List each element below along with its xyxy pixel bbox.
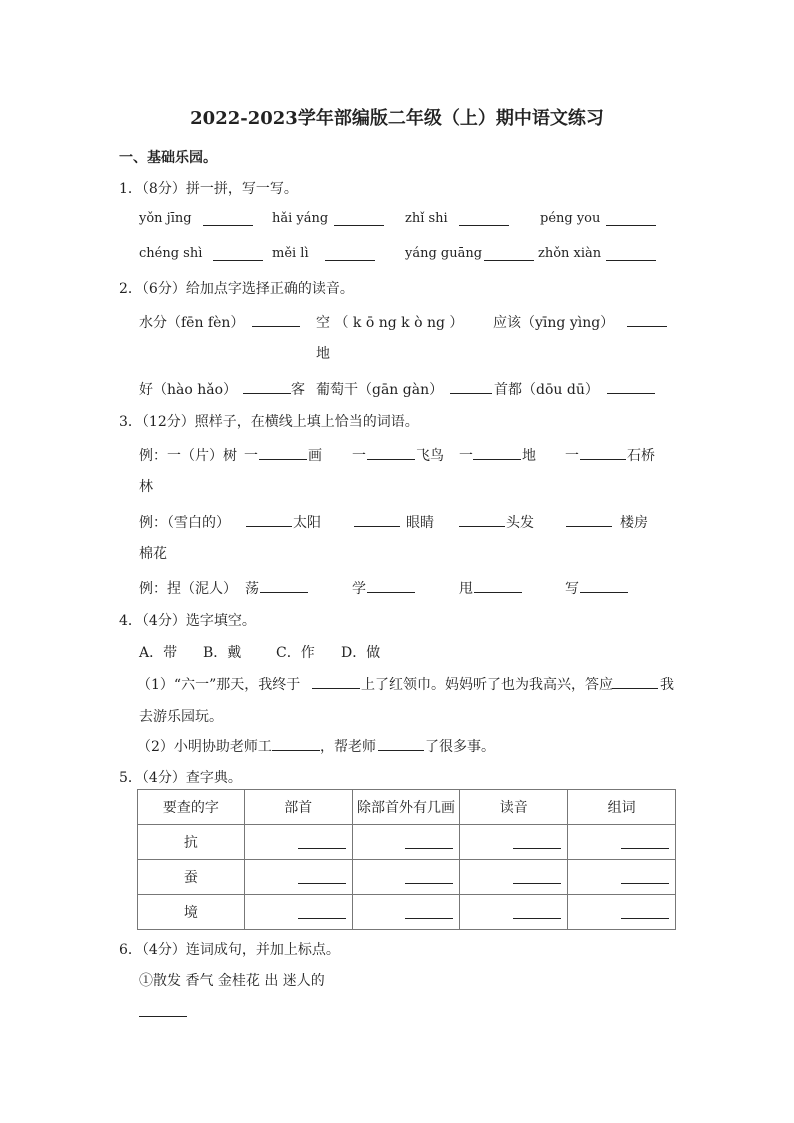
- reading-item-shuifen: 水分（fēn fèn）: [139, 315, 245, 331]
- scrambled-words-1: ①散发 香气 金桂花 出 迷人的: [139, 973, 325, 989]
- answer-blank[interactable]: [606, 246, 656, 261]
- pinyin-5: chéng shì: [139, 246, 203, 261]
- question-4-stem: 4．（4分）选字填空。: [119, 613, 256, 629]
- answer-blank[interactable]: [325, 246, 375, 261]
- sentence-1-part-c: 我: [660, 677, 674, 693]
- answer-blank[interactable]: [203, 211, 253, 226]
- answer-blank[interactable]: [367, 445, 415, 460]
- option-c: C．作: [276, 645, 315, 661]
- answer-blank[interactable]: [473, 445, 521, 460]
- answer-blank[interactable]: [272, 736, 320, 751]
- answer-blank[interactable]: [378, 736, 424, 751]
- answer-cell[interactable]: [568, 895, 676, 930]
- answer-blank[interactable]: [298, 904, 346, 919]
- column-header: 读音: [460, 790, 568, 825]
- answer-blank[interactable]: [312, 674, 360, 689]
- lookup-char: 蚕: [138, 860, 245, 895]
- sentence-1-part-a: （1）“六一”那天，我终于: [137, 677, 301, 693]
- answer-blank[interactable]: [513, 904, 561, 919]
- lookup-char: 抗: [138, 825, 245, 860]
- answer-blank[interactable]: [334, 211, 384, 226]
- lookup-char: 境: [138, 895, 245, 930]
- answer-blank[interactable]: [484, 246, 534, 261]
- answer-cell[interactable]: [568, 825, 676, 860]
- answer-blank[interactable]: [246, 512, 292, 527]
- pinyin-1: yǒn jīng: [139, 211, 192, 226]
- answer-blank[interactable]: [405, 834, 453, 849]
- reading-item-kongdi-tail: 地: [316, 346, 330, 362]
- example-label: 例：一（片）树: [139, 448, 237, 464]
- noun-wrap: 棉花: [139, 546, 167, 562]
- answer-cell[interactable]: [244, 825, 352, 860]
- sentence-2-part-a: （2）小明协助老师工: [137, 739, 272, 755]
- answer-cell[interactable]: [460, 895, 568, 930]
- answer-cell[interactable]: [244, 895, 352, 930]
- sentence-1-part-b: 上了红领巾。妈妈听了也为我高兴，答应: [361, 677, 613, 693]
- table-row: [138, 825, 676, 860]
- answer-cell[interactable]: [352, 860, 460, 895]
- reading-item-kongdi: 空 （ k ō ng k ò ng ）: [316, 315, 464, 331]
- table-row: [138, 860, 676, 895]
- column-header: 组词: [568, 790, 676, 825]
- answer-blank[interactable]: [354, 512, 400, 527]
- measure-word: 一: [459, 448, 473, 464]
- pinyin-7: yáng guāng: [405, 246, 483, 261]
- page-title: 2022-2023学年部编版二年级（上）期中语文练习: [190, 108, 604, 129]
- question-3-stem: 3．（12分）照样子，在横线上填上恰当的词语。: [119, 414, 419, 430]
- pinyin-8: zhǒn xiàn: [538, 246, 602, 261]
- answer-blank[interactable]: [213, 246, 263, 261]
- answer-blank[interactable]: [450, 379, 492, 394]
- noun: 画: [308, 448, 322, 464]
- question-2-stem: 2．（6分）给加点字选择正确的读音。: [119, 281, 354, 297]
- answer-blank[interactable]: [580, 578, 628, 593]
- example-label: 例：（雪白的）: [139, 515, 230, 531]
- question-1-stem: 1．（8分）拼一拼，写一写。: [119, 181, 298, 197]
- answer-blank[interactable]: [259, 445, 307, 460]
- section-heading: 一、基础乐园。: [119, 150, 217, 166]
- answer-blank[interactable]: [405, 869, 453, 884]
- answer-blank[interactable]: [612, 674, 658, 689]
- pinyin-4: péng you: [540, 211, 601, 226]
- answer-blank[interactable]: [513, 869, 561, 884]
- noun: 头发: [506, 515, 534, 531]
- answer-blank[interactable]: [580, 445, 626, 460]
- pinyin-3: zhǐ shi: [405, 211, 448, 226]
- question-5-stem: 5．（4分）查字典。: [119, 770, 242, 786]
- option-a: A．带: [139, 645, 178, 661]
- reading-item-putaogan: 葡萄干（gān gàn）: [316, 382, 444, 398]
- noun: 飞鸟: [416, 448, 444, 464]
- noun: 楼房: [620, 515, 648, 531]
- answer-cell[interactable]: [352, 825, 460, 860]
- noun: 眼睛: [406, 515, 434, 531]
- answer-blank[interactable]: [474, 578, 522, 593]
- answer-cell[interactable]: [460, 860, 568, 895]
- answer-blank[interactable]: [607, 379, 655, 394]
- answer-blank[interactable]: [298, 869, 346, 884]
- noun-wrap: 林: [139, 479, 153, 495]
- sentence-1-wrap: 去游乐园玩。: [139, 709, 223, 725]
- noun: 地: [522, 448, 536, 464]
- answer-blank[interactable]: [621, 904, 669, 919]
- answer-blank[interactable]: [621, 834, 669, 849]
- answer-blank[interactable]: [621, 869, 669, 884]
- reading-item-yinggai: 应该（yīng yìng）: [493, 315, 615, 331]
- reading-item-shoudu: 首都（dōu dū）: [494, 382, 599, 398]
- answer-blank[interactable]: [513, 834, 561, 849]
- sentence-2-part-c: 了很多事。: [425, 739, 495, 755]
- answer-blank[interactable]: [405, 904, 453, 919]
- example-label: 例：捏（泥人）: [139, 581, 237, 597]
- column-header: 部首: [244, 790, 352, 825]
- noun: 太阳: [293, 515, 321, 531]
- answer-cell[interactable]: [352, 895, 460, 930]
- measure-word: 一: [565, 448, 579, 464]
- verb: 荡: [245, 581, 259, 597]
- answer-blank[interactable]: [367, 578, 415, 593]
- answer-blank[interactable]: [260, 578, 308, 593]
- answer-blank[interactable]: [627, 312, 667, 327]
- verb: 甩: [459, 581, 473, 597]
- answer-blank[interactable]: [243, 379, 291, 394]
- answer-blank[interactable]: [298, 834, 346, 849]
- question-6-stem: 6．（4分）连词成句，并加上标点。: [119, 942, 340, 958]
- answer-blank[interactable]: [139, 1002, 187, 1017]
- pinyin-6: měi lì: [272, 246, 309, 261]
- answer-cell[interactable]: [460, 825, 568, 860]
- dictionary-table: [137, 789, 676, 930]
- verb: 写: [565, 581, 579, 597]
- reading-item-haoke-tail: 客: [291, 382, 305, 398]
- reading-item-haoke: 好（hào hǎo）: [139, 382, 238, 398]
- table-header-row: [138, 790, 676, 825]
- option-b: B．戴: [203, 645, 242, 661]
- column-header: 除部首外有几画: [352, 790, 460, 825]
- measure-word: 一: [244, 448, 258, 464]
- table-row: [138, 895, 676, 930]
- sentence-2-part-b: ，帮老师: [320, 739, 376, 755]
- pinyin-2: hǎi yáng: [272, 211, 329, 226]
- answer-blank[interactable]: [252, 312, 300, 327]
- option-d: D．做: [341, 645, 381, 661]
- column-header: 要查的字: [138, 790, 245, 825]
- verb: 学: [352, 581, 366, 597]
- answer-blank[interactable]: [459, 512, 505, 527]
- measure-word: 一: [352, 448, 366, 464]
- answer-blank[interactable]: [459, 211, 509, 226]
- answer-blank[interactable]: [566, 512, 612, 527]
- answer-cell[interactable]: [568, 860, 676, 895]
- noun: 石桥: [627, 448, 655, 464]
- answer-cell[interactable]: [244, 860, 352, 895]
- answer-blank[interactable]: [606, 211, 656, 226]
